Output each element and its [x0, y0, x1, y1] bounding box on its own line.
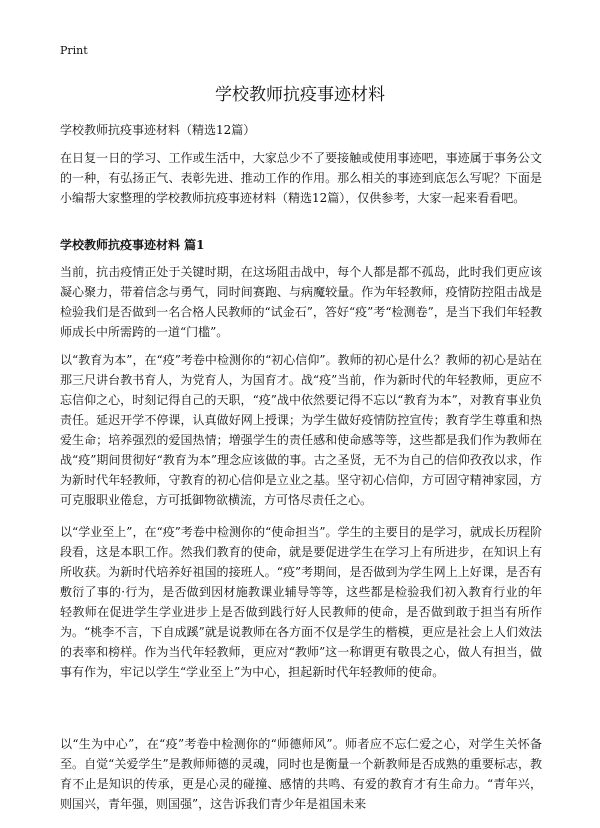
body-paragraph: 以“生为中心”，在“疫”考卷中检测你的“师德师风”。师者应不忘仁爱之心，对学生关怀备至。自觉“关爱学生”是教师师德的灵魂，同时也是衡量一个新教师是否成熟的重要标志，教育不止是知识的传承，更是心灵的碰撞、感情的共鸣、有爱的教育才有生命力。“青年兴，则国兴，青年强，则国强”，这告诉我们青少年是祖国未来 [60, 737, 542, 811]
section-heading: 学校教师抗疫事迹材料 篇1 [60, 238, 205, 252]
body-paragraph: 当前，抗击疫情正处于关键时期，在这场阻击战中，每个人都是都不孤岛，此时我们更应该凝心聚力，带着信念与勇气，同时间赛跑、与病魔较量。作为年轻教师，疫情防控阻击战是检验我们是否做到一名合格人民教师的“试金石”，答好“疫”考“检测卷”，是当下我们年轻教师成长中所需跨的一道“门槛”。 [60, 265, 542, 339]
intro-paragraph: 在日复一日的学习、工作或生活中，大家总少不了要接触或使用事迹吧，事迹属于事务公文的一种，有弘扬正气、表彰先进、推动工作的作用。那么相关的事迹到底怎么写呢？下面是小编帮大家整理的学校教师抗疫事迹材料（精选12篇），仅供参考，大家一起来看看吧。 [60, 151, 542, 205]
body-paragraph: 以“教育为本”，在“疫”考卷中检测你的“初心信仰”。教师的初心是什么？教师的初心是站在那三尺讲台教书育人，为党育人，为国育才。战“疫”当前，作为新时代的年轻教师，更应不忘信仰之心，时刻记得自己的天职，“疫”战中依然要记得不忘以“教育为本”，对教育事业负责任。延迟开学不停课，认真做好网上授课；为学生做好疫情防控宣传；教育学生尊重和热爱生命；培养强烈的爱国热情；增强学生的责任感和使命感等等，这些都是我们作为教师在战“疫”期间贯彻好“教育为本”理念应该做的事。古之圣贤，无不为自己的信仰孜孜以求，作为新时代年轻教师，守教育的初心信仰是立业之基。坚守初心信仰，方可固守精神家园，方可克服职业倦怠，方可抵御物欲横流，方可恪尽责任之心。 [60, 353, 542, 507]
body-paragraph: 以“学业至上”，在“疫”考卷中检测你的“使命担当”。学生的主要目的是学习，就成长历程阶段看，这是本职工作。然我们教育的使命，就是要促进学生在学习上有所进步，在知识上有所收获。为新时代培养好祖国的接班人。“疫”考期间，是否做到为学生网上上好课，是否有敷衍了事的·行为，是否做到因材施教课业辅导等等，这些都是检验我们初入教育行业的年轻教师在促进学生学业进步上是否做到践行好人民教师的使命，是否做到敢于担当有所作为。“桃李不言，下自成蹊”就是说教师在各方面不仅是学生的楷模，更应是社会上人们效法的表率和榜样。作为当代年轻教师，更应对“教师”这一称谓更有敬畏之心，做人有担当，做事有作为，牢记以学生“学业至上”为中心，担起新时代年轻教师的使命。 [60, 525, 542, 679]
print-label[interactable]: Print [60, 44, 88, 57]
page-title: 学校教师抗疫事迹材料 [215, 85, 385, 105]
document-subtitle: 学校教师抗疫事迹材料（精选12篇） [60, 123, 256, 137]
